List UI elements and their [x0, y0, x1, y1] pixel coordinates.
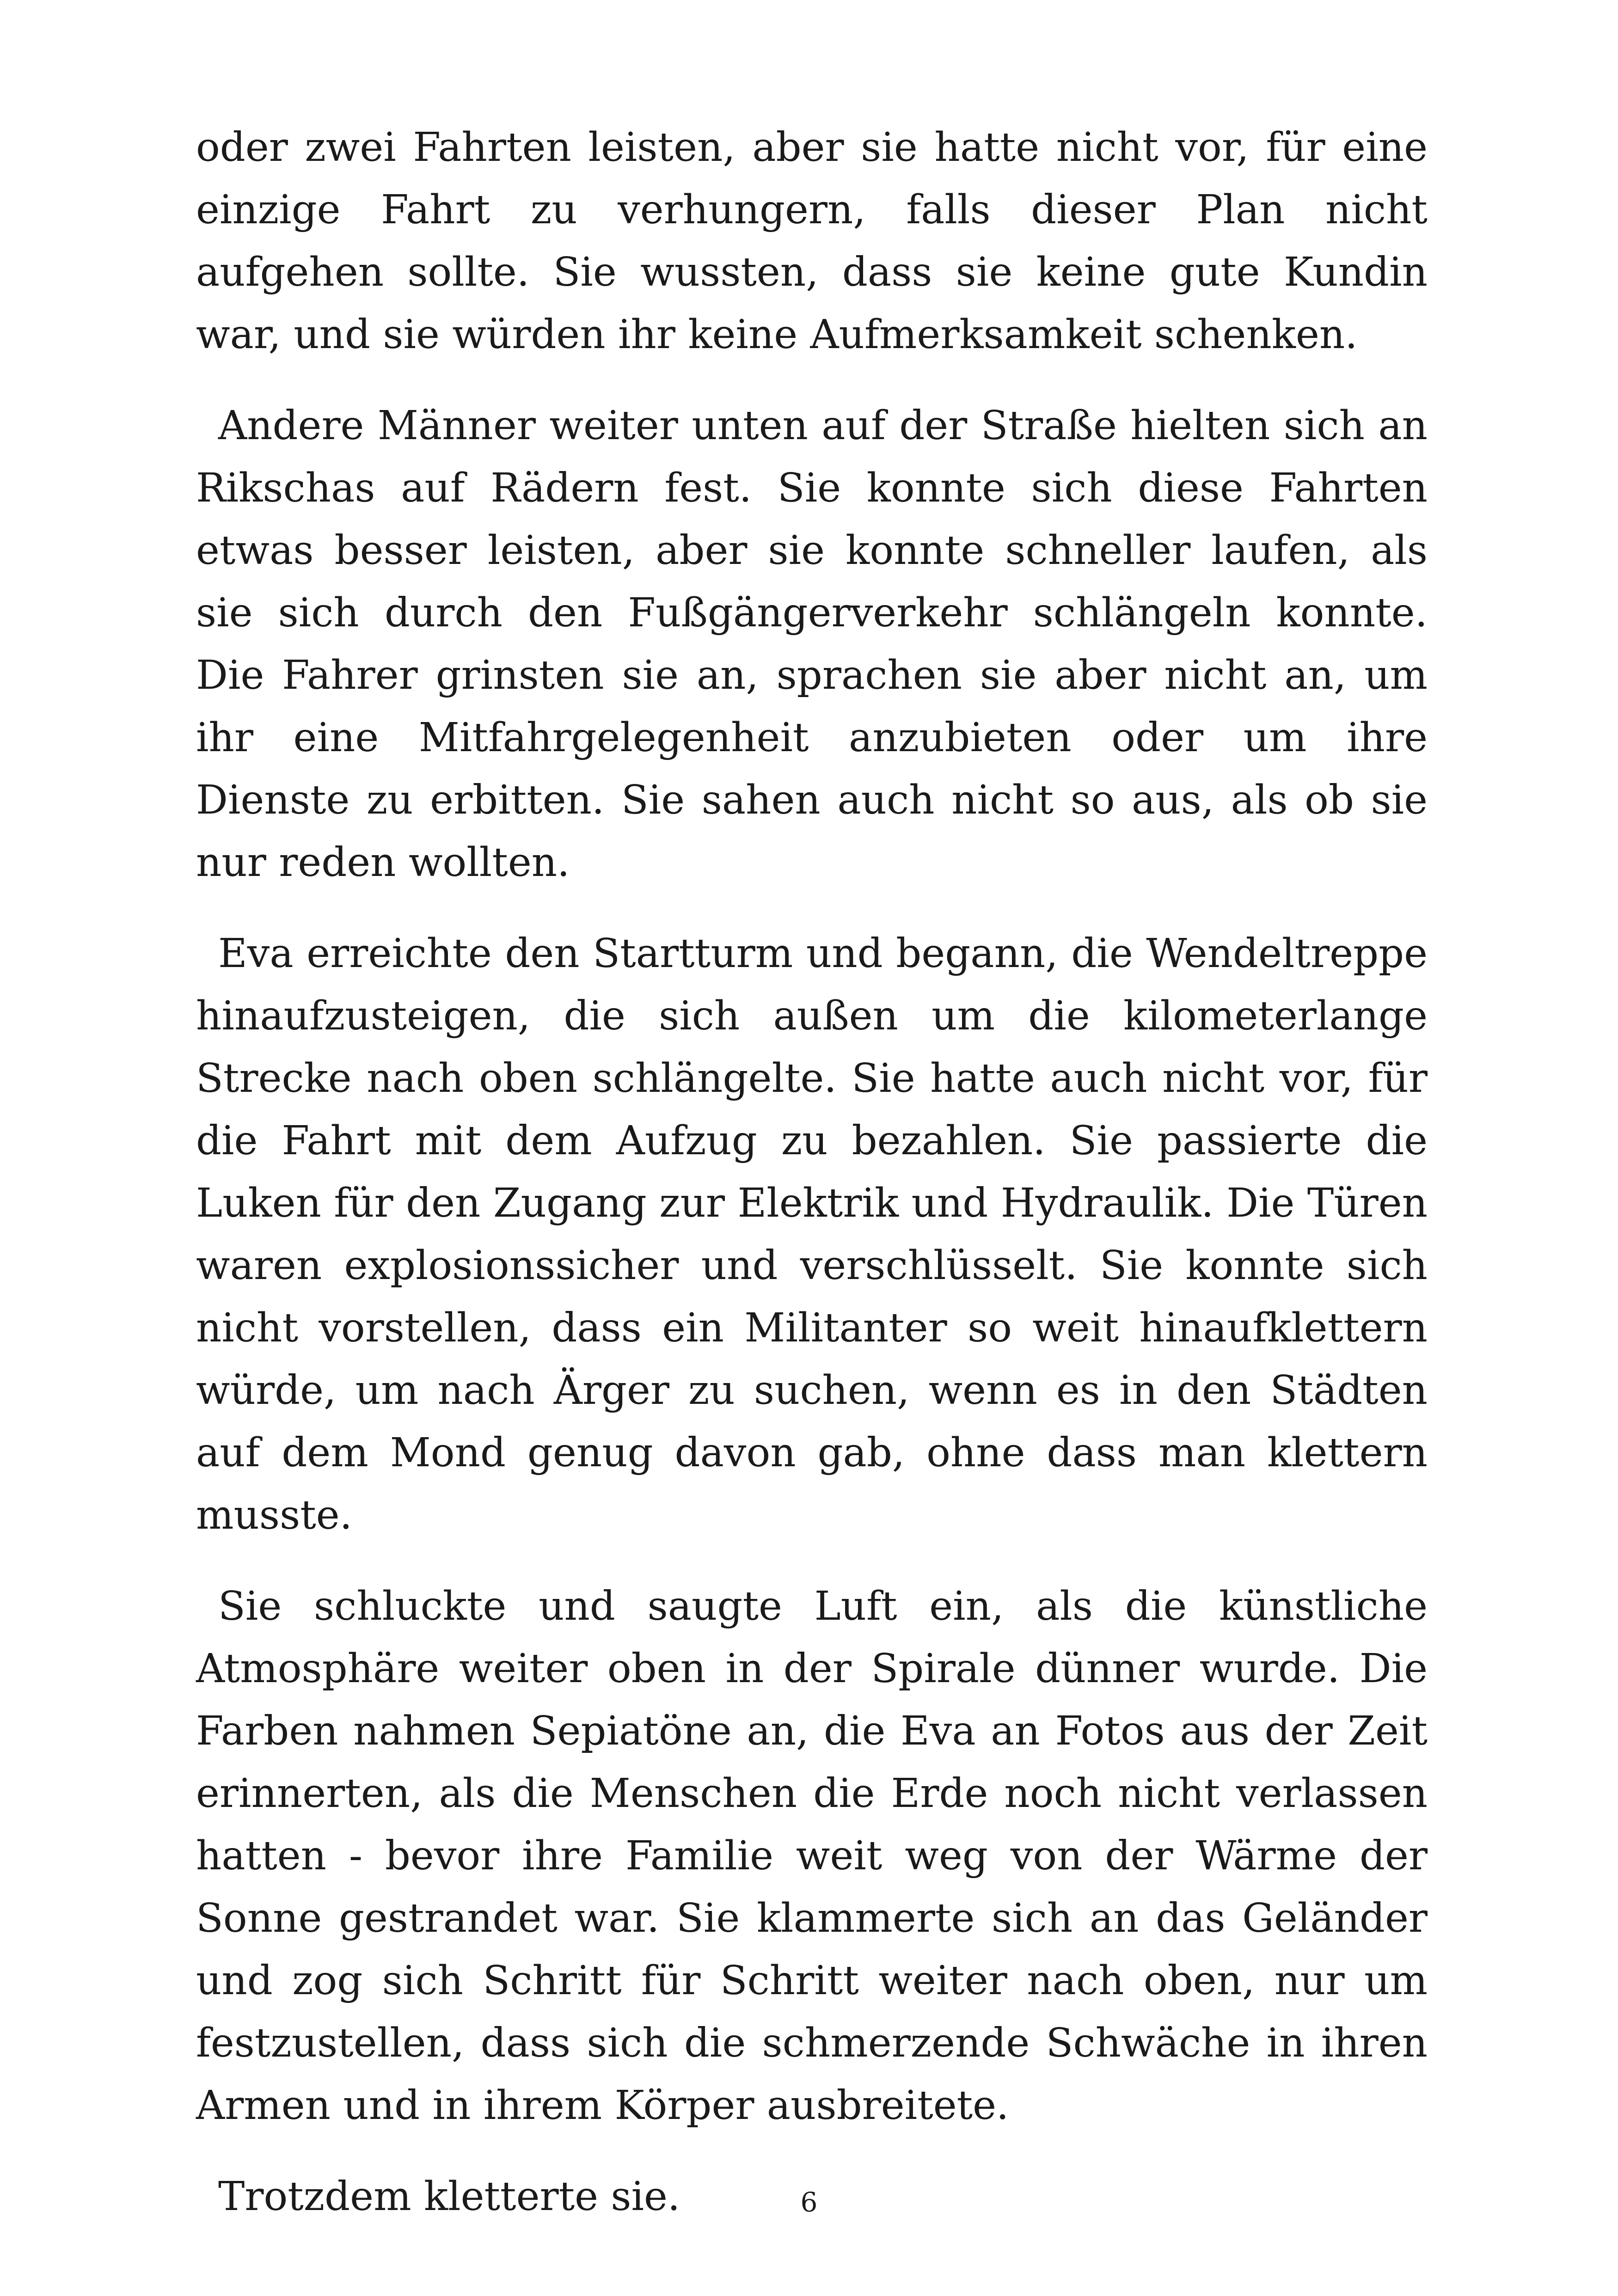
paragraph-atmosphaere: Sie schluckte und saugte Luft ein, als die künstliche Atmosphäre weiter oben in der Spirale dünner wurde. Die Farben nahmen Sepiatöne an, die Eva an Fotos aus der Zeit erinnerten, als die Menschen die Erde noch nicht verlassen hatten - bevor ihre Familie weit weg von der Wärme der Sonne gestrandet war. Sie klammerte sich an das Geländer und zog sich Schritt für Schritt weiter nach oben, nur um festzustellen, dass sich die schmerzende Schwäche in ihren Armen und in ihrem Körper ausbreitete. [196, 1583, 1428, 2129]
body-text [196, 116, 1428, 2257]
paragraph-continued: oder zwei Fahrten leisten, aber sie hatte nicht vor, für eine einzige Fahrt zu verhungern, falls dieser Plan nicht aufgehen sollte. Sie wussten, dass sie keine gute Kundin war, und sie würden ihr keine Aufmerksamkeit schenken. [196, 124, 1428, 358]
page-number: 6 [800, 2186, 818, 2218]
paragraph-rikschas: Andere Männer weiter unten auf der Straße hielten sich an Rikschas auf Rädern fest. Sie konnte sich diese Fahrten etwas besser leisten, aber sie konnte schneller laufen, als sie sich durch den Fußgängerverkehr schlängeln konnte. Die Fahrer grinsten sie an, sprachen sie aber nicht an, um ihr eine Mitfahrgelegenheit anzubieten oder um ihre Dienste zu erbitten. Sie sahen auch nicht so aus, als ob sie nur reden wollten. [196, 403, 1428, 886]
paragraph-startturm: Eva erreichte den Startturm und begann, die Wendeltreppe hinaufzusteigen, die sich außen um die kilometerlange Strecke nach oben schlängelte. Sie hatte auch nicht vor, für die Fahrt mit dem Aufzug zu bezahlen. Sie passierte die Luken für den Zugang zur Elektrik und Hydraulik. Die Türen waren explosionssicher und verschlüsselt. Sie konnte sich nicht vorstellen, dass ein Militanter so weit hinaufklettern würde, um nach Ärger zu suchen, wenn es in den Städten auf dem Mond genug davon gab, ohne dass man klettern musste. [196, 931, 1428, 1538]
paragraph-trotzdem: Trotzdem kletterte sie. [218, 2174, 680, 2220]
